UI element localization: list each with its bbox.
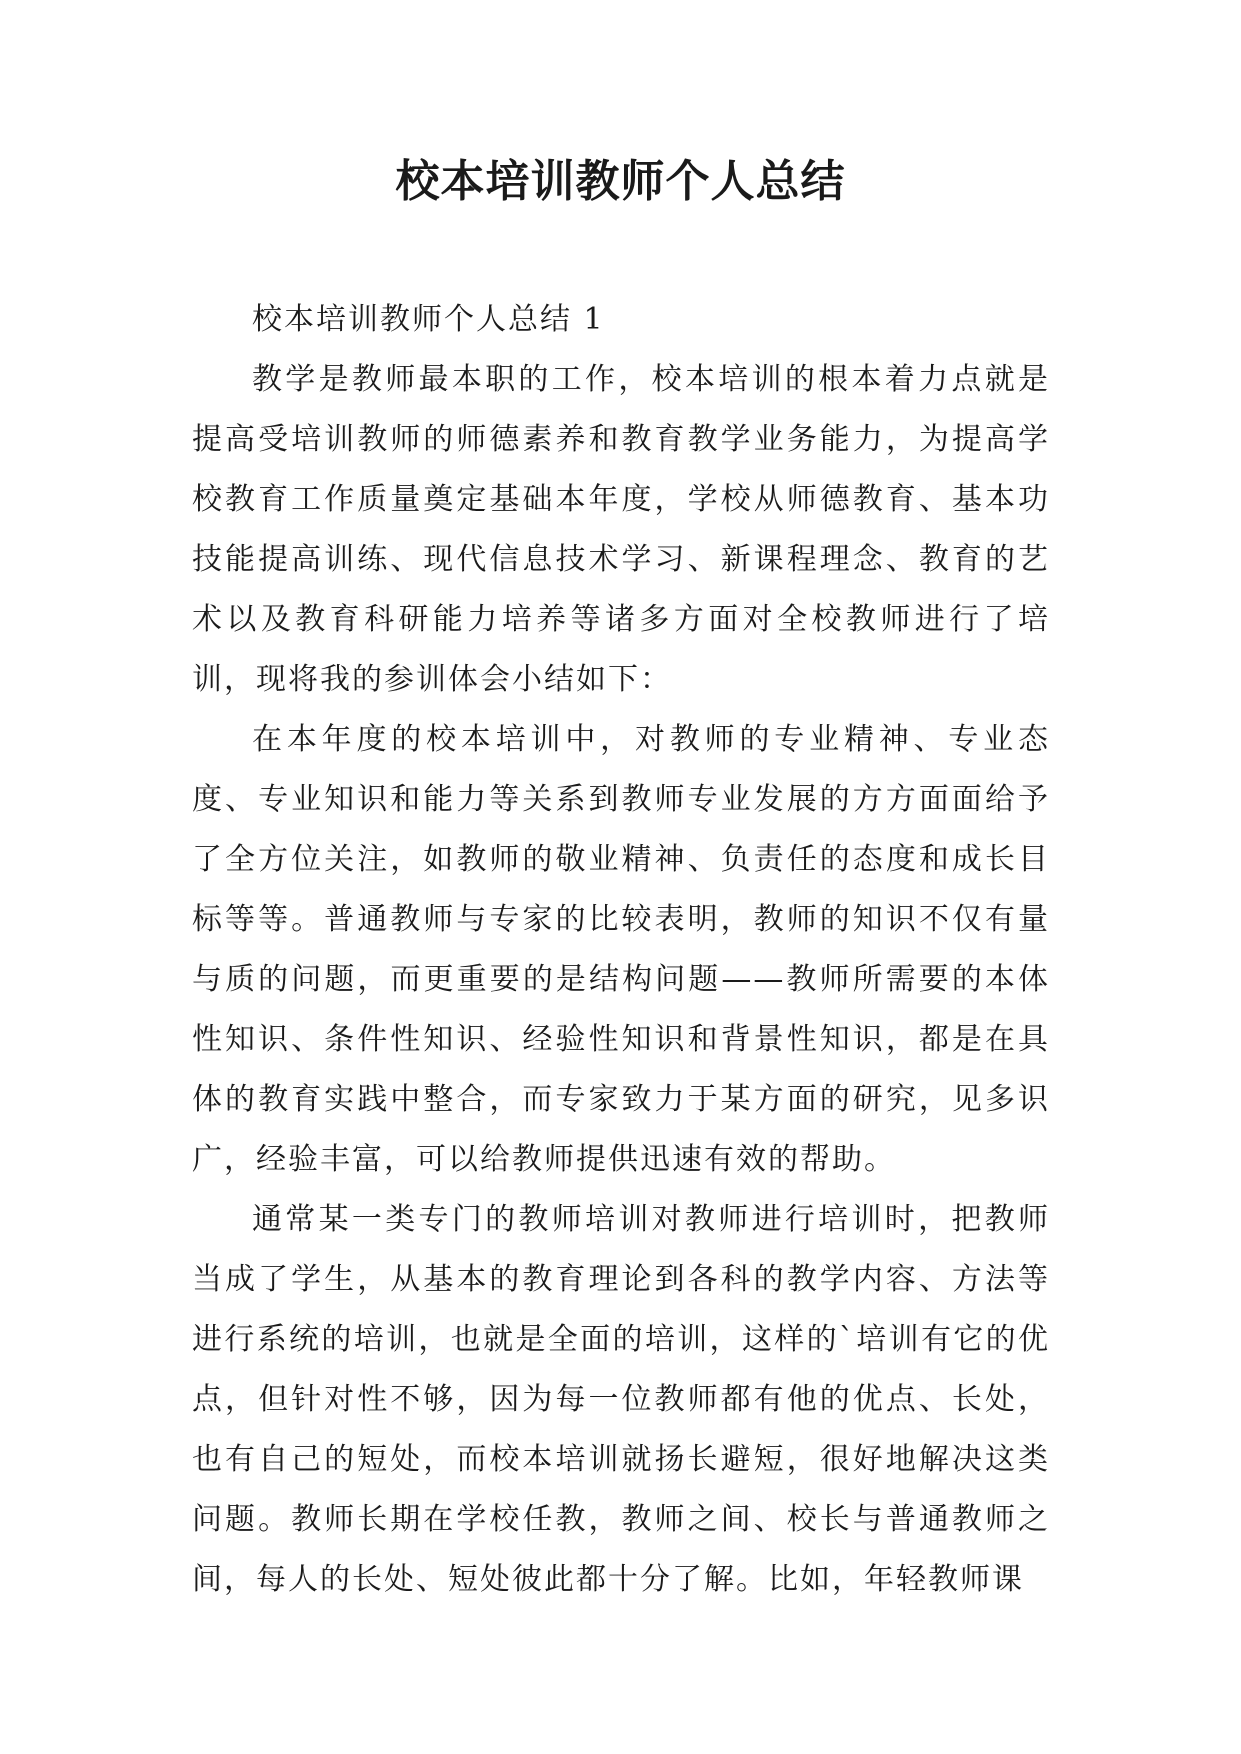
paragraph-1: 教学是教师最本职的工作，校本培训的根本着力点就是提高受培训教师的师德素养和教育教学业务能力，为提高学校教育工作质量奠定基础本年度，学校从师德教育、基本功技能提高训练、现代信息技术学习、新课程理念、教育的艺术以及教育科研能力培养等诸多方面对全校教师进行了培训，现将我的参训体会小结如下： — [192, 362, 1050, 697]
paragraph-3: 通常某一类专门的教师培训对教师进行培训时，把教师当成了学生，从基本的教育理论到各科的教学内容、方法等进行系统的培训，也就是全面的培训，这样的`培训有它的优点，但针对性不够，因为每一位教师都有他的优点、长处，也有自己的短处，而校本培训就扬长避短，很好地解决这类问题。教师长期在学校任教，教师之间、校长与普通教师之间，每人的长处、短处彼此都十分了解。比如，年轻教师课 — [192, 1202, 1050, 1597]
section-heading: 校本培训教师个人总结 1 — [252, 302, 605, 337]
paragraph-2: 在本年度的校本培训中，对教师的专业精神、专业态度、专业知识和能力等关系到教师专业发展的方方面面给予了全方位关注，如教师的敬业精神、负责任的态度和成长目标等等。普通教师与专家的比较表明，教师的知识不仅有量与质的问题，而更重要的是结构问题——教师所需要的本体性知识、条件性知识、经验性知识和背景性知识，都是在具体的教育实践中整合，而专家致力于某方面的研究，见多识广，经验丰富，可以给教师提供迅速有效的帮助。 — [192, 722, 1050, 1177]
document-body — [192, 290, 1050, 1610]
document-title: 校本培训教师个人总结 — [395, 156, 846, 207]
